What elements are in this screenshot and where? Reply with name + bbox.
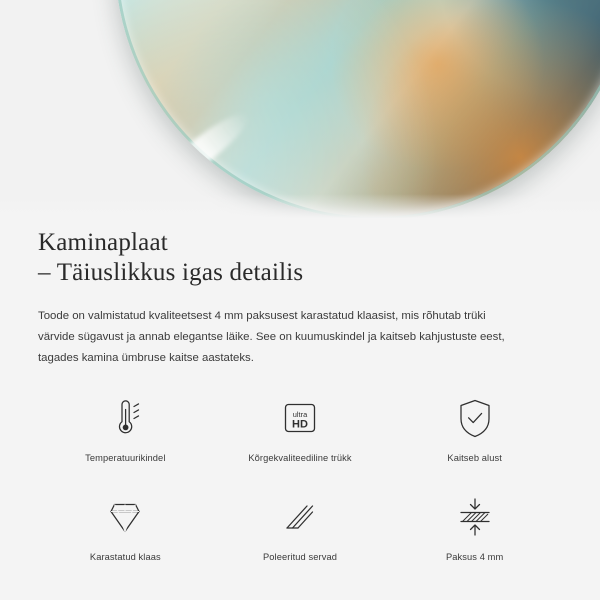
hero-bottom-fade xyxy=(0,194,600,228)
page-title-line-1: Kaminaplaat xyxy=(38,229,168,256)
shield-check-icon xyxy=(448,392,502,444)
fireplace-plate-image xyxy=(115,0,600,220)
page-title xyxy=(0,228,600,288)
feature-item-protects-surface xyxy=(387,392,562,463)
feature-label: Kaitseb alust xyxy=(447,453,502,463)
feature-label: Poleeritud servad xyxy=(262,552,338,562)
feature-item-polished-edges xyxy=(213,491,388,562)
plate-edge-highlight xyxy=(115,0,600,220)
thickness-arrows-icon xyxy=(448,491,502,543)
polished-edges-icon xyxy=(273,491,327,543)
svg-text:ultra: ultra xyxy=(292,410,308,419)
feature-label: Paksus 4 mm xyxy=(445,552,504,562)
diamond-icon xyxy=(98,491,152,543)
feature-label: Karastatud klaas xyxy=(89,552,161,562)
thermometer-icon xyxy=(98,392,152,444)
hero-image xyxy=(0,0,600,228)
feature-item-high-quality-print xyxy=(213,392,388,463)
svg-text:HD: HD xyxy=(292,418,308,431)
feature-item-thickness-4mm xyxy=(387,491,562,562)
content-block xyxy=(0,228,600,369)
product-description-text: Toode on valmistatud kvaliteetsest 4 mm paksusest karastatud klaasist, mis rõhutab trüki värvide sügavust ja annab elegantse läike. See on kuumuskindel ja kaitseb kahjustuste eest, tagades kamina ümbruse kaitse aastateks. xyxy=(38,310,505,364)
feature-label: Kõrgekvaliteediline trükk xyxy=(248,453,352,463)
page-title-line-2: – Täiuslikkus igas detailis xyxy=(38,259,304,286)
ultra-hd-badge-icon xyxy=(273,392,327,444)
feature-item-temperature-resistant xyxy=(38,392,213,463)
feature-label: Temperatuurikindel xyxy=(85,453,166,463)
feature-item-tempered-glass xyxy=(38,491,213,562)
feature-grid xyxy=(38,392,562,562)
